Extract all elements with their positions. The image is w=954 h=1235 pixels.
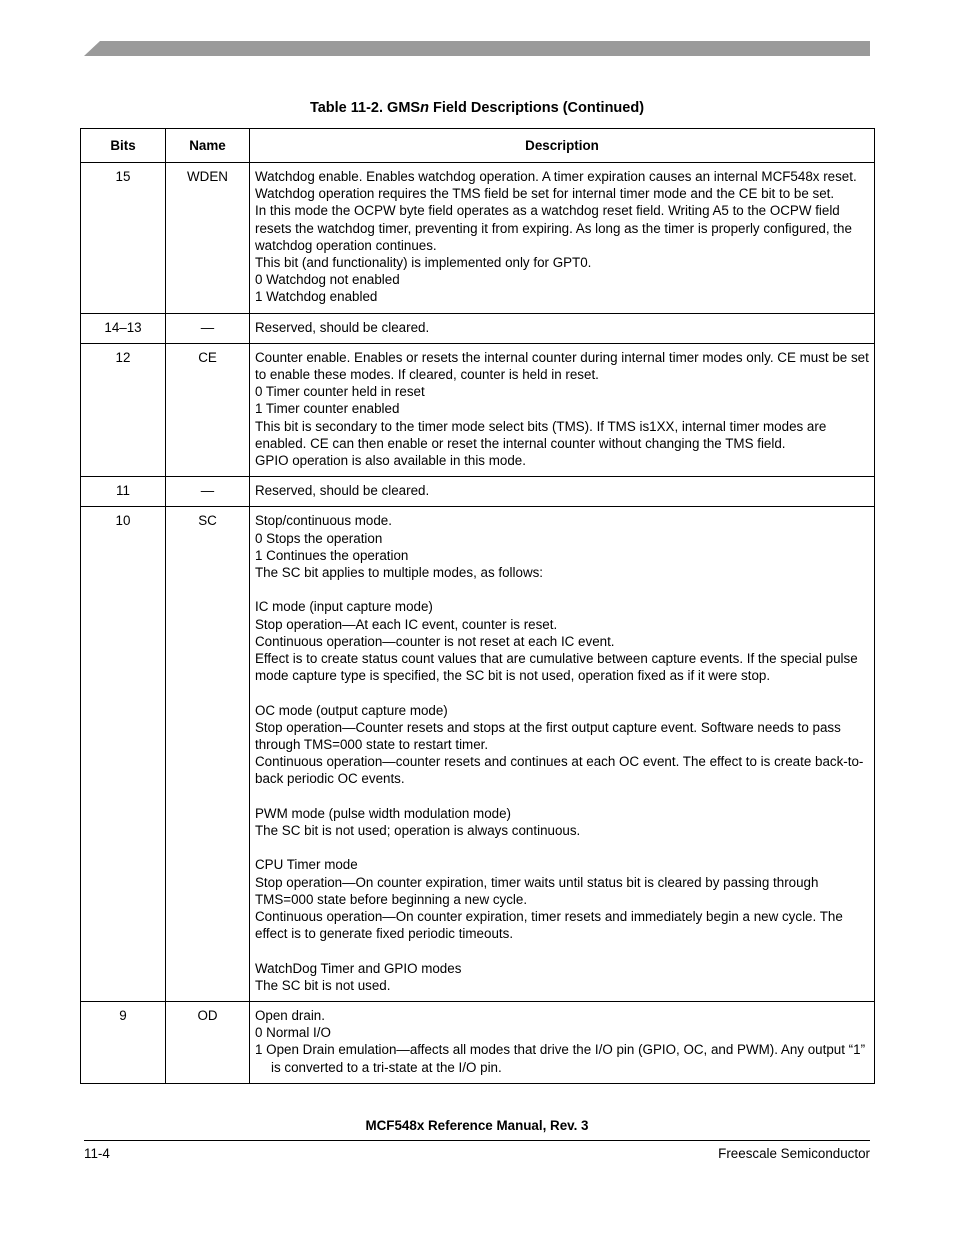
table-title: Table 11-2. GMSn Field Descriptions (Continued) [309,100,645,116]
header-bar [84,41,870,56]
footer-divider [84,1140,870,1141]
cell-bits: 11 [81,477,166,507]
description-line: Open drain. [255,1008,325,1024]
cell-name: CE [166,343,250,476]
description-line: GPIO operation is also available in this mode. [255,453,526,469]
description-line: 1 Timer counter enabled [255,401,400,417]
description-line: Continuous operation—On counter expiration, timer resets and immediately begin a new cycle. The effect is to generate fixed periodic timeouts. [255,909,843,942]
cell-description [250,1002,875,1084]
description-line: Effect is to create status count values that are cumulative between capture events. If the special pulse mode capture type is specified, the SC bit is not used, operation fixed as if it were stop. [255,651,858,684]
description-line: Reserved, should be cleared. [255,483,430,499]
description-line: Stop/continuous mode. [255,513,392,529]
cell-name: — [166,313,250,343]
description-line: 1 Open Drain emulation—affects all modes that drive the I/O pin (GPIO, OC, and PWM). Any output “1” is converted to a tri-state at the I/O pin. [255,1042,866,1075]
description-line: 0 Normal I/O [255,1025,331,1041]
cell-description [250,313,875,343]
description-line: CPU Timer mode [255,857,358,873]
description-line: PWM mode (pulse width modulation mode) [255,805,512,821]
cell-description [250,507,875,1002]
table-row [81,507,875,1002]
table-row [81,313,875,343]
description-line: Watchdog enable. Enables watchdog operation. A timer expiration causes an internal MCF548x reset. Watchdog operation requires the TMS field be set for internal timer mode and the CE bit to be set. [255,169,857,202]
cell-bits: 10 [81,507,166,1002]
cell-name: WDEN [166,163,250,314]
cell-bits: 9 [81,1002,166,1084]
description-line: 1 Continues the operation [255,547,409,563]
table-row [81,1002,875,1084]
field-descriptions-table [80,128,875,1084]
company-name: Freescale Semiconductor [718,1146,870,1161]
description-line: 0 Timer counter held in reset [255,384,425,400]
description-line: Continuous operation—counter resets and continues at each OC event. The effect to is create back-to-back periodic OC events. [255,754,864,787]
manual-title: MCF548x Reference Manual, Rev. 3 [365,1118,589,1133]
description-line: WatchDog Timer and GPIO modes [255,960,462,976]
description-line: In this mode the OCPW byte field operates as a watchdog reset field. Writing A5 to the OCPW field resets the watchdog timer, preventing it from expiring. As long as the timer is properly configured, the watchdog operation continues. [255,203,852,253]
blank-line [255,942,869,959]
table-header-row [81,129,875,163]
cell-description [250,163,875,314]
description-line: Reserved, should be cleared. [255,319,430,335]
table-row [81,163,875,314]
description-line: Stop operation—On counter expiration, timer waits until status bit is cleared by passing through TMS=000 state before beginning a new cycle. [255,874,819,907]
cell-bits: 12 [81,343,166,476]
header-bits: Bits [81,129,166,163]
header-bar-shape [84,41,870,56]
cell-name: SC [166,507,250,1002]
description-line: 0 Stops the operation [255,530,383,546]
description-line: 1 Watchdog enabled [255,289,378,305]
cell-bits: 14–13 [81,313,166,343]
description-line: Counter enable. Enables or resets the internal counter during internal timer modes only. CE must be set to enable these modes. If cleared, counter is held in reset. [255,349,869,383]
description-line: OC mode (output capture mode) [255,702,448,718]
blank-line [255,684,869,701]
description-line: The SC bit is not used. [255,977,391,993]
description-line: Continuous operation—counter is not reset at each IC event. [255,633,615,649]
page-number: 11-4 [84,1146,110,1161]
description-line: 0 Watchdog not enabled [255,272,400,288]
header-name: Name [166,129,250,163]
blank-line [255,581,869,598]
header-description: Description [250,129,875,163]
cell-name: — [166,477,250,507]
description-line: Stop operation—At each IC event, counter is reset. [255,616,558,632]
blank-line [255,839,869,856]
cell-description [250,343,875,476]
cell-name: OD [166,1002,250,1084]
description-line: This bit (and functionality) is implemented only for GPT0. [255,255,592,271]
description-line: Stop operation—Counter resets and stops at the first output capture event. Software needs to pass through TMS=000 state to restart timer. [255,719,841,753]
description-line: The SC bit is not used; operation is always continuous. [255,823,581,839]
table-row [81,477,875,507]
cell-bits: 15 [81,163,166,314]
description-line: The SC bit applies to multiple modes, as follows: [255,565,544,581]
table-row [81,343,875,476]
blank-line [255,788,869,805]
description-line: This bit is secondary to the timer mode select bits (TMS). If TMS is1XX, internal timer modes are enabled. CE can then enable or reset the internal counter without changing the TMS field. [255,418,827,451]
cell-description [250,477,875,507]
description-line: IC mode (input capture mode) [255,599,433,615]
